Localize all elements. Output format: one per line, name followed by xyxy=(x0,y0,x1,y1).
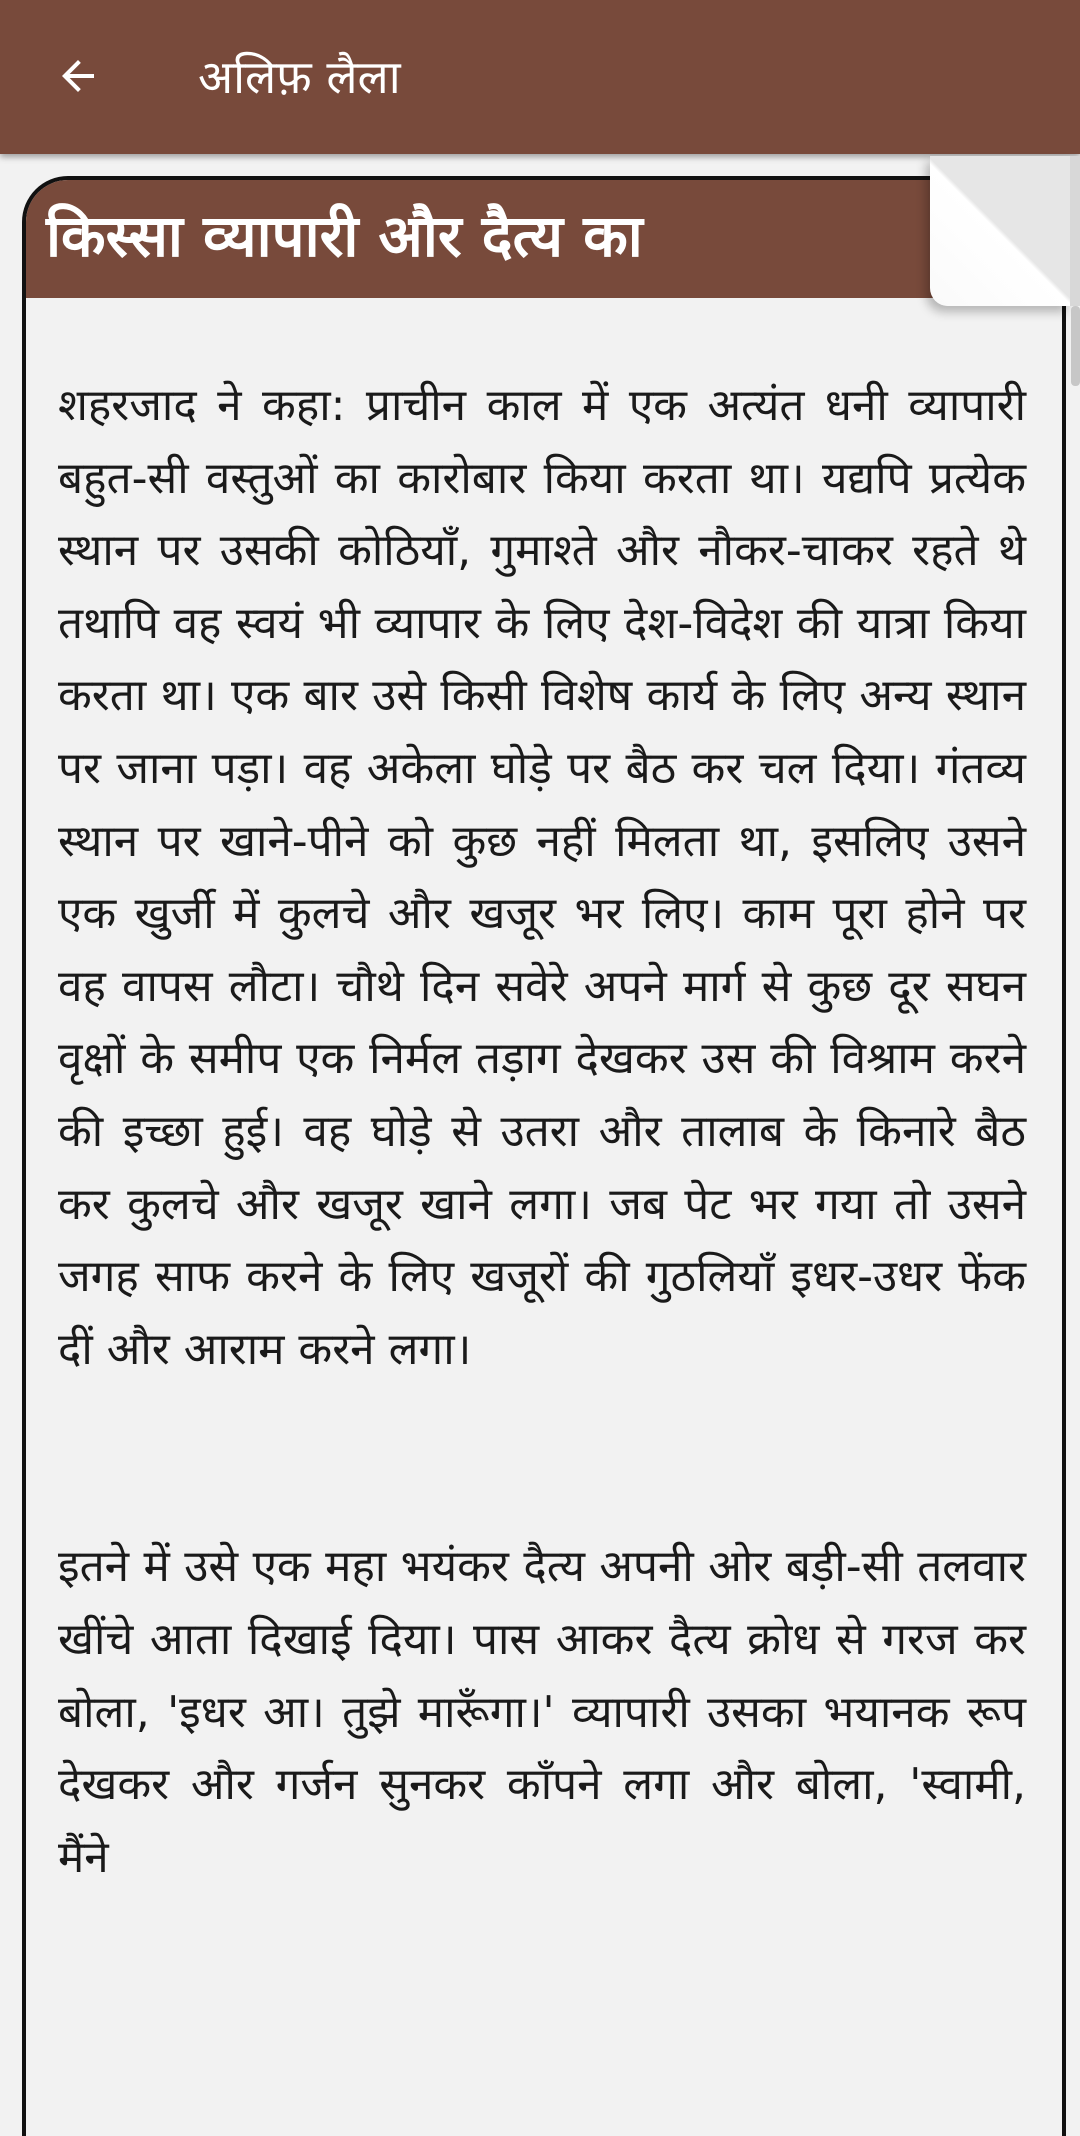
app-bar xyxy=(0,0,1080,154)
page-curl-corner[interactable] xyxy=(930,156,1080,306)
scrollbar-thumb[interactable] xyxy=(1071,306,1080,386)
story-page xyxy=(22,176,1066,2136)
story-paragraph-1: शहरजाद ने कहा: प्राचीन काल में एक अत्यंत धनी व्यापारी बहुत-सी वस्तुओं का कारोबार किया करता था। यद्यपि प्रत्येक स्थान पर उसकी कोठियाँ, गुमाश्ते और नौकर-चाकर रहते थे तथापि वह स्वयं भी व्यापार के लिए देश-विदेश की यात्रा किया करता था। एक बार उसे किसी विशेष कार्य के लिए अन्य स्थान पर जाना पड़ा। वह अकेला घोड़े पर बैठ कर चल दिया। गंतव्य स्थान पर खाने-पीने को कुछ नहीं मिलता था, इसलिए उसने एक खुर्जी में कुलचे और खजूर भर लिए। काम पूरा होने पर वह वापस लौटा। चौथे दिन सवेरे अपने मार्ग से कुछ दूर सघन वृक्षों के समीप एक निर्मल तड़ाग देखकर उस की विश्राम करने की इच्छा हुई। वह घोड़े से उतरा और तालाब के किनारे बैठ कर कुलचे और खजूर खाने लगा। जब पेट भर गया तो उसने जगह साफ करने के लिए खजूरों की गुठलियाँ इधर-उधर फेंक दीं और आराम करने लगा। xyxy=(58,380,1027,1375)
story-body[interactable] xyxy=(58,370,1026,1894)
arrow-left-icon xyxy=(54,52,102,100)
page-curl-flap xyxy=(930,156,1070,306)
page-curl-edge xyxy=(1070,156,1080,306)
story-title-bar xyxy=(26,180,1062,298)
story-title: किस्सा व्यापारी और दैत्य का xyxy=(46,202,643,270)
app-title: अलिफ़ लैला xyxy=(198,50,401,104)
back-button[interactable] xyxy=(36,34,120,118)
story-paragraph-2: इतने में उसे एक महा भयंकर दैत्य अपनी ओर बड़ी-सी तलवार खींचे आता दिखाई दिया। पास आकर दैत्य क्रोध से गरज कर बोला, 'इधर आ। तुझे मारूँगा।' व्यापारी उसका भयानक रूप देखकर और गर्जन सुनकर काँपने लगा और बोला, 'स्वामी, मैंने xyxy=(58,1541,1026,1883)
